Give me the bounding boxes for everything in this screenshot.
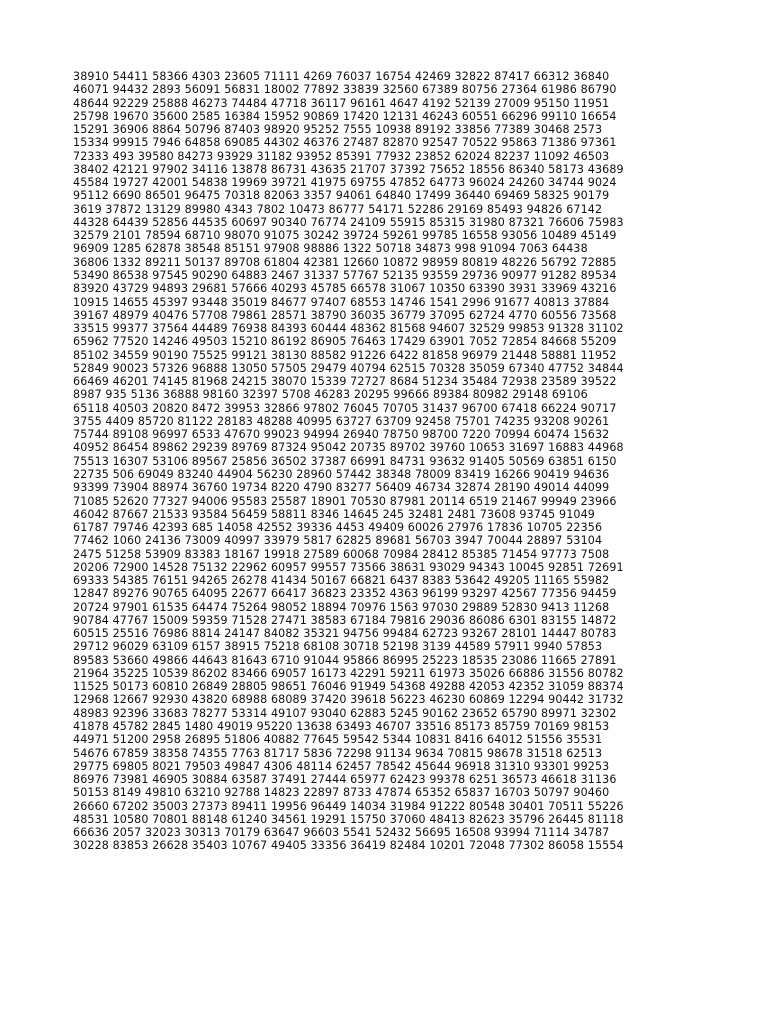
number-row: 52849 90023 57326 96888 13050 57505 29479 40794 62515 70328 35059 67340 47752 34844 — [73, 361, 624, 375]
number-row: 72333 493 39580 84273 93929 31182 93952 85391 77932 23852 62024 82237 11092 46503 — [73, 149, 610, 163]
number-row: 3619 37872 13129 89980 4343 7802 10473 86777 54171 52286 29169 85493 94826 67142 — [73, 202, 603, 216]
number-row: 25798 19670 35600 2585 16384 15952 90869 17420 12131 46243 60551 66296 99110 16654 — [73, 109, 617, 123]
number-row: 86976 73981 46905 30884 63587 37491 27444 65977 62423 99378 6251 36573 46618 31136 — [73, 773, 617, 787]
number-row: 54676 67859 38358 74355 7763 81717 5836 72298 91134 9634 70815 98678 31518 62513 — [73, 746, 603, 760]
number-row: 3755 4409 85720 81122 28183 48288 40995 63727 63709 92458 75701 74235 93208 90261 — [73, 414, 610, 428]
number-row: 66636 2057 32023 30313 70179 63647 96603 5541 52432 56695 16508 93994 71114 34787 — [73, 826, 610, 840]
number-row: 46042 87667 21533 93584 56459 58811 8346 14645 245 32481 2481 73608 93745 91049 — [73, 507, 595, 521]
number-row: 11525 50173 60810 26849 28805 98651 76046 91949 54368 49288 42053 42352 31059 88374 — [73, 680, 624, 694]
number-row: 38402 42121 97902 34116 13878 86731 43635 21707 37392 75652 18556 86340 58173 43689 — [73, 162, 624, 176]
number-row: 61787 79746 42393 685 14058 42552 39336 4453 49409 60026 27976 17836 10705 22356 — [73, 521, 603, 535]
number-row: 38910 54411 58366 4303 23605 71111 4269 76037 16754 42469 32822 87417 66312 36840 — [73, 70, 610, 83]
number-row: 48531 10580 70801 88148 61240 34561 19291 15750 37060 48413 82623 35796 26445 81118 — [73, 812, 624, 826]
number-row: 65962 77520 14246 49503 15210 86192 86905 76463 17429 63901 7052 72854 84668 55209 — [73, 335, 617, 349]
number-row: 71085 52620 77327 94006 95583 25587 18901 70530 87981 20114 6519 21467 99949 23966 — [73, 494, 617, 508]
number-row: 21964 35225 10539 86202 83466 69057 16173 42291 59211 61973 35026 66886 31556 80782 — [73, 666, 624, 680]
number-row: 46071 94432 2893 56091 56831 18002 77892 33839 32560 67389 80756 27364 61986 86790 — [73, 83, 617, 97]
number-row: 95112 6690 86501 96475 70318 82063 3357 94061 64840 17499 36440 69469 58325 90179 — [73, 189, 610, 203]
number-row: 32579 2101 78594 68710 98070 91075 30242 39724 59261 99785 16558 93056 10489 45149 — [73, 229, 617, 243]
number-row: 10915 14655 45397 93448 35019 84677 97407 68553 14746 1541 2996 91677 40813 37884 — [73, 295, 610, 309]
number-row: 85102 34559 90190 75525 99121 38130 88582 91226 6422 81858 96979 21448 58881 11952 — [73, 348, 617, 362]
number-row: 22735 506 69049 83240 44904 56230 28960 57442 38348 78009 83419 16266 90419 94636 — [73, 467, 610, 481]
number-row: 69333 54385 76151 94265 26278 41434 50167 66821 6437 8383 53642 49205 11165 55982 — [73, 574, 610, 588]
number-row: 29712 96029 63109 6157 38915 75218 68108 30718 52198 3139 44589 57911 9940 57853 — [73, 640, 603, 654]
number-row: 40952 86454 89862 29239 89769 87324 95042 20735 89702 39760 10653 31697 16883 44968 — [73, 441, 624, 455]
number-row: 20724 97901 61535 64474 75264 98052 18894 70976 1563 97030 29889 52830 9413 11268 — [73, 600, 610, 614]
number-row: 33515 99377 37564 44489 76938 84393 60444 48362 81568 94607 32529 99853 91328 31102 — [73, 322, 624, 336]
number-row: 93399 73904 88974 36760 19734 8220 4790 83277 56409 46734 32874 28190 49014 44099 — [73, 481, 610, 495]
number-row: 12847 89276 90765 64095 22677 66417 36823 23352 4363 96199 93297 42567 77356 94459 — [73, 587, 617, 601]
number-row: 48983 92396 33683 78277 53314 49107 93040 62883 5245 90162 23652 65790 89971 32302 — [73, 706, 617, 720]
number-row: 75513 16307 53106 89567 25856 36502 37387 66991 84731 93632 91405 50569 63851 6150 — [73, 454, 617, 468]
number-row: 48644 92229 25888 46273 74484 47718 36117 96161 4647 4192 52139 27009 95150 11951 — [73, 96, 610, 110]
number-row: 30228 83853 26628 35403 10767 49405 33356 36419 82484 10201 72048 77302 86058 15554 — [73, 839, 624, 853]
number-row: 44971 51200 2958 26895 51806 40882 77645 59542 5344 10831 8416 64012 51556 35531 — [73, 733, 603, 747]
number-row: 2475 51258 53909 83383 18167 19918 27589 60068 70984 28412 85385 71454 97773 7508 — [73, 547, 610, 561]
number-row: 20206 72900 14528 75132 22962 60957 99557 73566 38631 93029 94343 10045 92851 72691 — [73, 560, 624, 574]
number-row: 75744 89108 96997 6533 47670 99023 94994 26940 78750 98700 7220 70994 60474 15632 — [73, 428, 610, 442]
number-row: 12968 12667 92930 43820 68988 68089 37420 39618 56223 46230 60869 12294 90442 31732 — [73, 693, 624, 707]
number-row: 89583 53660 49866 44643 81643 6710 91044 95866 86995 25223 18535 23086 11665 27891 — [73, 653, 617, 667]
number-row: 8987 935 5136 36888 98160 32397 5708 46283 20295 99666 89384 80982 29148 69106 — [73, 388, 588, 402]
number-row: 15334 99915 7946 64858 69085 44302 46376 27487 82870 92547 70522 95863 71386 97361 — [73, 136, 617, 150]
random-number-table — [73, 70, 763, 853]
number-row: 53490 86538 97545 90290 64883 2467 31337 57767 52135 93559 29736 90977 91282 89534 — [73, 268, 617, 282]
number-row: 44328 64439 52856 44535 60697 90340 76774 24109 55915 85315 31980 87321 76606 75983 — [73, 215, 624, 229]
number-row: 15291 36906 8864 50796 87403 98920 95252 7555 10938 89192 33856 77389 30468 2573 — [73, 123, 603, 137]
number-row: 29775 69805 8021 79503 49847 4306 48114 62457 78542 45644 96918 31310 93301 99253 — [73, 759, 610, 773]
number-row: 66469 46201 74145 81968 24215 38070 15339 72727 8684 51234 35484 72938 23589 39522 — [73, 375, 617, 389]
number-row: 77462 1060 24136 73009 40997 33979 5817 62825 89681 56703 3947 70044 28897 53104 — [73, 534, 603, 548]
number-row: 50153 8149 49810 63210 92788 14823 22897 8733 47874 65352 65837 16703 50797 90460 — [73, 786, 610, 800]
number-row: 36806 1332 89211 50137 89708 61804 42381 12660 10872 98959 80819 48226 56792 72885 — [73, 255, 617, 269]
number-row: 90784 47767 15009 59359 71528 27471 38583 67184 79816 29036 86086 6301 83155 14872 — [73, 613, 617, 627]
number-row: 39167 48979 40476 57708 79861 28571 38790 36035 36779 37095 62724 4770 60556 73568 — [73, 308, 617, 322]
number-row: 26660 67202 35003 27373 89411 19956 96449 14034 31984 91222 80548 30401 70511 55226 — [73, 799, 624, 813]
number-row: 45584 19727 42001 54838 19969 39721 41975 69755 47852 64773 96024 24260 34744 9024 — [73, 176, 617, 190]
number-row: 83920 43729 94893 29681 57666 40293 45785 66578 31067 10350 63390 3931 33969 43216 — [73, 282, 617, 296]
number-row: 41878 45782 2845 1480 49019 95220 13638 63493 46707 33516 85173 85759 70169 98153 — [73, 720, 610, 734]
number-row: 65118 40503 20820 8472 39953 32866 97802 76045 70705 31437 96700 67418 66224 90717 — [73, 401, 617, 415]
number-row: 60515 25516 76986 8814 24147 84082 35321 94756 99484 62723 93267 28101 14447 80783 — [73, 627, 617, 641]
number-row: 96909 1285 62878 38548 85151 97908 98886 1322 50718 34873 998 91094 7063 64438 — [73, 242, 588, 256]
